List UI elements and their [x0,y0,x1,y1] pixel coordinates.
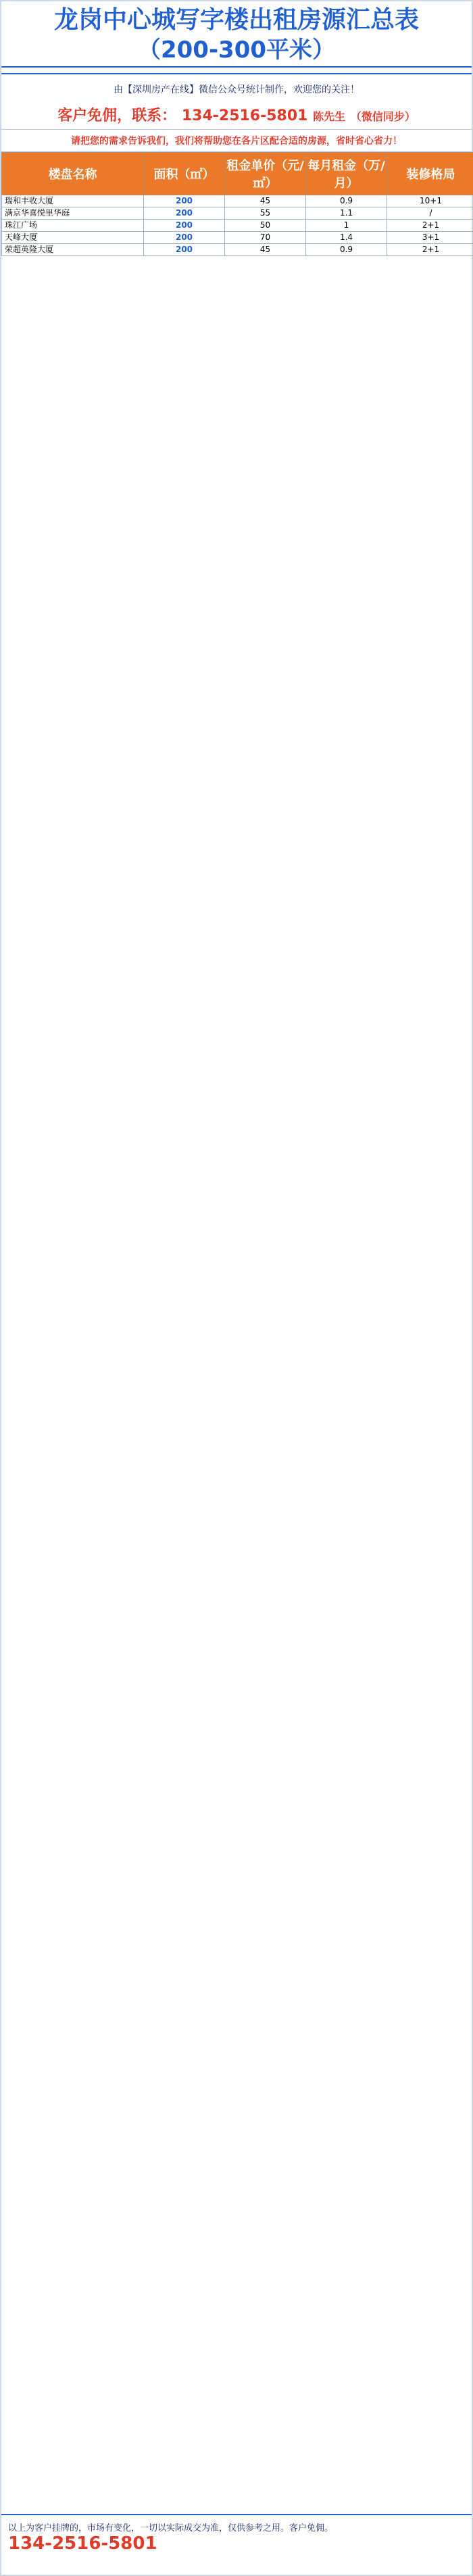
col-name: 楼盘名称 [2,153,144,195]
listing-table [1,152,473,256]
table-row [2,244,473,256]
title-divider [1,66,472,74]
page-subtitle: （200-300平米） [137,36,336,64]
row-rent: 0.9 [306,195,387,207]
row-layout: 3+1 [387,232,473,244]
row-layout: 10+1 [387,195,473,207]
row-name: 满京华喜悦里华庭 [2,207,144,220]
row-name: 天峰大厦 [2,232,144,244]
row-layout: 2+1 [387,220,473,232]
table-header-row [2,153,473,195]
row-area: 200 [144,220,225,232]
footer-note: 以上为客户挂牌的，市场有变化，一切以实际成交为准，仅供参考之用。客户免佣。 [8,2523,334,2533]
col-rent: 每月租金（万/月） [306,153,387,195]
table-row [2,232,473,244]
row-price: 70 [225,232,306,244]
table-row [2,207,473,220]
row-name: 瑞和丰收大厦 [2,195,144,207]
request-note: 请把您的需求告诉我们，我们将帮助您在各片区配合适的房源，省时省心省力！ [1,129,472,152]
row-layout: 2+1 [387,244,473,256]
row-layout: / [387,207,473,220]
table-row [2,220,473,232]
contact-line [1,100,472,129]
footer [1,2514,472,2575]
col-layout: 装修格局 [387,153,473,195]
row-rent: 0.9 [306,244,387,256]
row-price: 45 [225,195,306,207]
row-price: 50 [225,220,306,232]
contact-prefix: 客户免佣，联系： [57,107,177,124]
row-area: 200 [144,244,225,256]
row-rent: 1 [306,220,387,232]
contact-wechat: （微信同步） [350,110,416,123]
row-price: 45 [225,244,306,256]
table-row [2,195,473,207]
col-area: 面积（㎡） [144,153,225,195]
notice-text: 由【深圳房产在线】微信公众号统计制作，欢迎您的关注！ [114,84,359,95]
row-rent: 1.4 [306,232,387,244]
row-area: 200 [144,232,225,244]
page-title: 龙岗中心城写字楼出租房源汇总表 [53,6,419,34]
footer-phone[interactable]: 134-2516-5801 [8,2533,157,2554]
row-rent: 1.1 [306,207,387,220]
row-area: 200 [144,207,225,220]
row-name: 荣超英隆大厦 [2,244,144,256]
contact-phone[interactable]: 134-2516-5801 [181,107,308,124]
contact-name: 陈先生 [313,110,346,123]
row-price: 55 [225,207,306,220]
col-price: 租金单价（元/㎡） [225,153,306,195]
row-name: 珠江广场 [2,220,144,232]
row-area: 200 [144,195,225,207]
